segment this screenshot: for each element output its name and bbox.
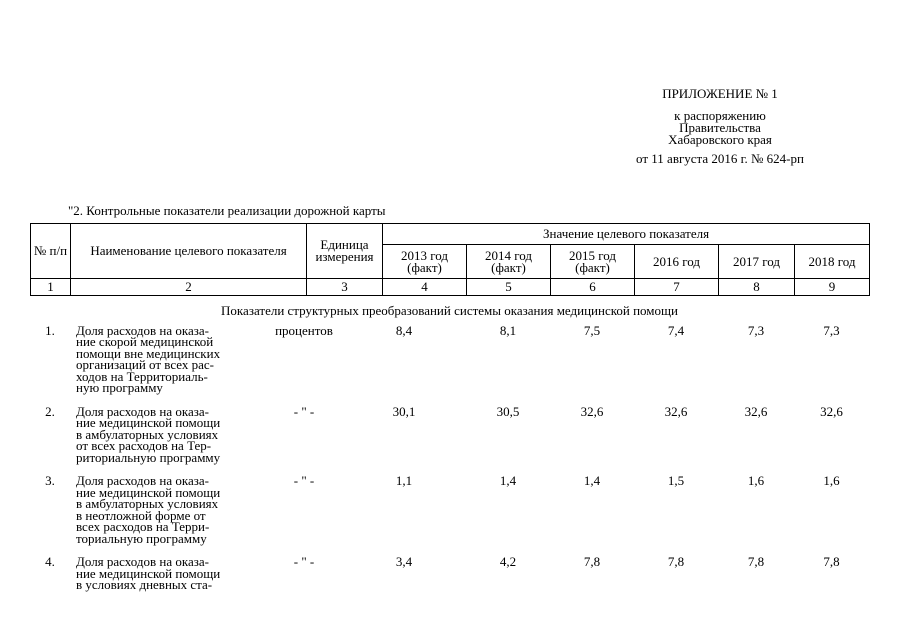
table-row [30, 475, 869, 556]
col-number-1: 1 [31, 279, 71, 296]
row-name: Доля расходов на оказа- ние скорой медицинской помощи вне медицинских организаций от всех рас- ходов на Территориаль- ную программу [76, 322, 221, 395]
row-value: 8,4 [395, 322, 413, 338]
header-unit: Единица измерения [307, 224, 383, 279]
col-number-7: 7 [635, 279, 719, 296]
row-value: 30,1 [392, 403, 416, 419]
annex-line-2: Правительства [679, 120, 761, 135]
annex-date: от 11 августа 2016 г. № 624-рп [636, 151, 804, 166]
row-value: 1,4 [583, 473, 601, 488]
row-number: 3. [45, 473, 55, 488]
row-number: 1. [45, 322, 55, 338]
row-value: 32,6 [820, 403, 843, 419]
header-year-2017: 2017 год [719, 245, 795, 279]
row-value: 1,4 [499, 473, 517, 488]
row-value: 1,6 [747, 473, 765, 488]
section-title: "2. Контрольные показатели реализации дорожной карты [68, 203, 386, 218]
col-number-4: 4 [383, 279, 467, 296]
row-value: 3,4 [395, 554, 413, 569]
row-value: 1,5 [667, 473, 685, 488]
table-row [30, 325, 869, 406]
row-number: 4. [45, 554, 55, 569]
row-value: 30,5 [496, 403, 520, 419]
row-unit: - " - [293, 473, 315, 488]
row-name: Доля расходов на оказа- ние медицинской помощи в амбулаторных условиях от всех расходов на Тер- риториальную программу [76, 403, 221, 465]
row-value: 1,1 [395, 473, 413, 488]
row-unit: процентов [275, 322, 333, 338]
row-value: 7,4 [667, 322, 685, 338]
annex-title: ПРИЛОЖЕНИЕ № 1 [662, 86, 778, 101]
annex-line-1: к распоряжению [674, 108, 766, 123]
header-year-2013: 2013 год (факт) [383, 245, 467, 279]
header-year-2016: 2016 год [635, 245, 719, 279]
col-number-9: 9 [795, 279, 870, 296]
col-number-3: 3 [307, 279, 383, 296]
col-number-5: 5 [467, 279, 551, 296]
row-value: 1,6 [823, 473, 840, 488]
row-value: 32,6 [580, 403, 604, 419]
row-value: 32,6 [664, 403, 688, 419]
row-value: 4,2 [499, 554, 517, 569]
row-value: 7,3 [747, 322, 765, 338]
header-group: Значение целевого показателя [383, 224, 870, 245]
row-value: 7,5 [583, 322, 601, 338]
row-number: 2. [45, 403, 55, 419]
row-value: 7,3 [823, 322, 840, 338]
indicators-table-body [30, 305, 869, 603]
col-number-6: 6 [551, 279, 635, 296]
subheading: Показатели структурных преобразований системы оказания медицинской помощи [221, 303, 679, 318]
header-name: Наименование целевого показателя [71, 224, 307, 279]
annex-line-3: Хабаровского края [668, 132, 772, 147]
row-unit: - " - [293, 403, 315, 419]
header-year-2018: 2018 год [795, 245, 870, 279]
row-name: Доля расходов на оказа- ние медицинской помощи в условиях дневных ста- [76, 554, 221, 592]
header-year-2014: 2014 год (факт) [467, 245, 551, 279]
col-number-8: 8 [719, 279, 795, 296]
row-name: Доля расходов на оказа- ние медицинской помощи в амбулаторных условиях в неотложной форме от всех расходов на Терри- ториальную программу [76, 473, 221, 546]
row-value: 8,1 [499, 322, 517, 338]
table-row [30, 556, 869, 603]
row-value: 7,8 [823, 554, 840, 569]
header-year-2015: 2015 год (факт) [551, 245, 635, 279]
col-number-2: 2 [71, 279, 307, 296]
row-value: 7,8 [747, 554, 765, 569]
row-value: 7,8 [583, 554, 601, 569]
table-row [30, 406, 869, 476]
header-num: № п/п [31, 224, 71, 279]
annex-block [600, 88, 840, 165]
row-value: 32,6 [744, 403, 768, 419]
row-value: 7,8 [667, 554, 685, 569]
row-unit: - " - [293, 554, 315, 569]
indicators-table-header [30, 223, 870, 296]
